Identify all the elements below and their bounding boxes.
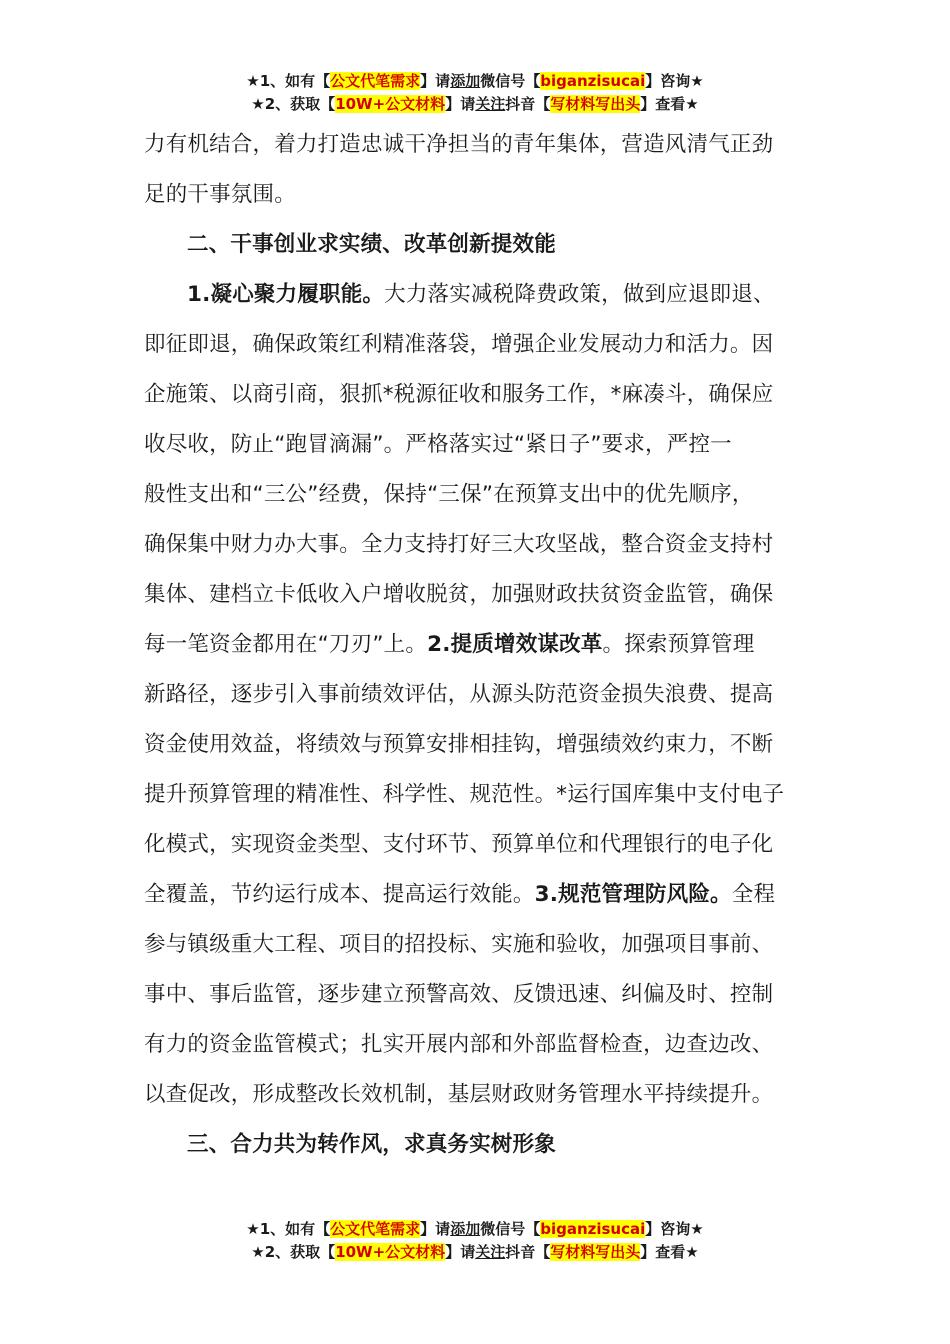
- banner-underline: 关注: [475, 95, 506, 113]
- banner-highlight: 写材料写出头: [550, 95, 641, 113]
- paragraph-line: 集体、建档立卡低收入户增收脱贫，加强财政扶贫资金监管，确保: [144, 582, 774, 607]
- paragraph-text: 每一笔资金都用在“刀刃”上。: [144, 632, 428, 657]
- subheading-2: 2.提质增效谋改革: [427, 632, 603, 657]
- banner-line-2: [0, 93, 950, 116]
- banner-line-1: [0, 1218, 950, 1241]
- footer-banner: [0, 1218, 950, 1264]
- banner-text: 抖音【: [505, 95, 551, 113]
- paragraph-line: [144, 870, 834, 920]
- banner-text: 抖音【: [505, 1243, 551, 1261]
- paragraph-line: 参与镇级重大工程、项目的招投标、实施和验收，加强项目事前、: [144, 932, 774, 957]
- paragraph-line: 力有机结合，着力打造忠诚干净担当的青年集体，营造风清气正劲: [144, 132, 774, 157]
- banner-text: ★2、获取【: [251, 1243, 336, 1261]
- paragraph-line: 确保集中财力办大事。全力支持打好三大攻坚战，整合资金支持村: [144, 532, 774, 557]
- banner-text: ★1、如有【: [246, 72, 331, 90]
- paragraph-text: 。探索预算管理: [602, 632, 755, 657]
- banner-text: 】查看★: [640, 95, 699, 113]
- banner-text: 微信号【: [480, 72, 541, 90]
- header-banner: [0, 70, 950, 116]
- banner-text: 】请: [445, 1243, 476, 1261]
- banner-text: 】咨询★: [645, 72, 704, 90]
- banner-underline: 添加: [450, 1220, 481, 1238]
- banner-text: 】请: [420, 72, 451, 90]
- banner-highlight: 10W+公文材料: [335, 1243, 446, 1261]
- banner-text: ★2、获取【: [251, 95, 336, 113]
- banner-text: 】请: [420, 1220, 451, 1238]
- paragraph-line: 即征即退，确保政策红利精准落袋，增强企业发展动力和活力。因: [144, 332, 774, 357]
- document-body: [144, 120, 834, 1170]
- banner-line-2: [0, 1241, 950, 1264]
- banner-text: 】咨询★: [645, 1220, 704, 1238]
- banner-highlight: 写材料写出头: [550, 1243, 641, 1261]
- banner-text: 】查看★: [640, 1243, 699, 1261]
- paragraph-line: 足的干事氛围。: [144, 182, 296, 207]
- banner-highlight: biganzisucai: [540, 72, 646, 90]
- paragraph-line: 收尽收，防止“跑冒滴漏”。严格落实过“紧日子”要求，严控一: [144, 432, 732, 457]
- banner-text: ★1、如有【: [246, 1220, 331, 1238]
- paragraph-text: 全覆盖，节约运行成本、提高运行效能。: [144, 882, 535, 907]
- paragraph-line: 化模式，实现资金类型、支付环节、预算单位和代理银行的电子化: [144, 832, 774, 857]
- section-heading-3: 三、合力共为转作风，求真务实树形象: [187, 1132, 556, 1157]
- banner-underline: 关注: [475, 1243, 506, 1261]
- banner-line-1: [0, 70, 950, 93]
- banner-text: 微信号【: [480, 1220, 541, 1238]
- section-heading-2: 二、干事创业求实绩、改革创新提效能: [187, 232, 556, 257]
- paragraph-line: 以查促改，形成整改长效机制，基层财政财务管理水平持续提升。: [144, 1082, 774, 1107]
- paragraph-line: [144, 270, 834, 320]
- paragraph-line: [144, 620, 834, 670]
- banner-highlight: biganzisucai: [540, 1220, 646, 1238]
- paragraph-line: 有力的资金监管模式；扎实开展内部和外部监督检查，边查边改、: [144, 1032, 774, 1057]
- banner-text: 】请: [445, 95, 476, 113]
- banner-highlight: 公文代笔需求: [330, 1220, 421, 1238]
- paragraph-line: 企施策、以商引商，狠抓*税源征收和服务工作，*麻凑斗，确保应: [144, 382, 774, 407]
- banner-highlight: 10W+公文材料: [335, 95, 446, 113]
- paragraph-text: 全程: [731, 882, 776, 907]
- paragraph-line: 资金使用效益，将绩效与预算安排相挂钩，增强绩效约束力，不断: [144, 732, 774, 757]
- subheading-1: 1.凝心聚力履职能。: [187, 282, 385, 307]
- banner-highlight: 公文代笔需求: [330, 72, 421, 90]
- paragraph-line: 般性支出和“三公”经费，保持“三保”在预算支出中的优先顺序，: [144, 482, 754, 507]
- paragraph-line: 提升预算管理的精准性、科学性、规范性。*运行国库集中支付电子: [144, 782, 785, 807]
- paragraph-line: 新路径，逐步引入事前绩效评估，从源头防范资金损失浪费、提高: [144, 682, 774, 707]
- paragraph-text: 大力落实减税降费政策，做到应退即退、: [384, 282, 775, 307]
- banner-underline: 添加: [450, 72, 481, 90]
- subheading-3: 3.规范管理防风险。: [534, 882, 732, 907]
- paragraph-line: 事中、事后监管，逐步建立预警高效、反馈迅速、纠偏及时、控制: [144, 982, 774, 1007]
